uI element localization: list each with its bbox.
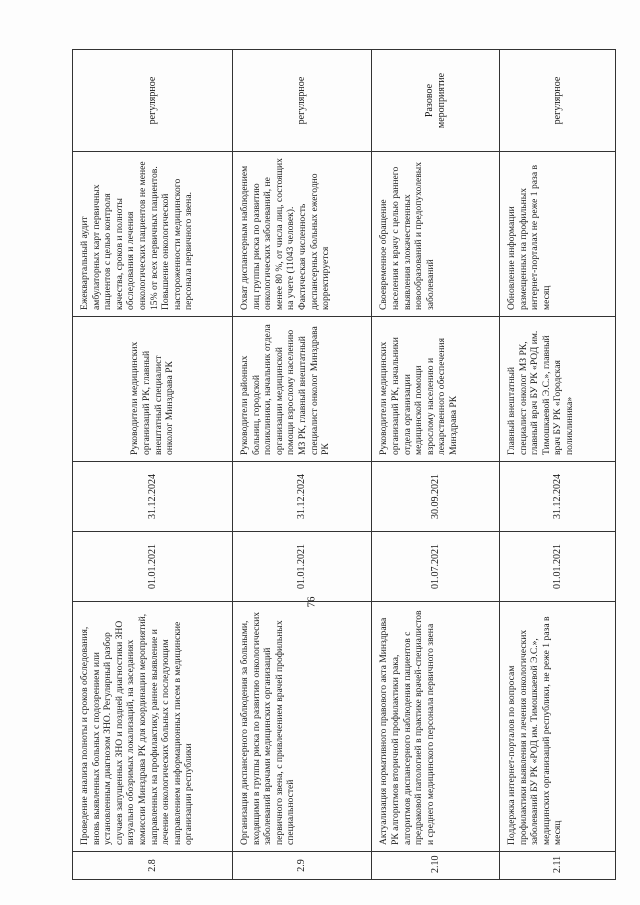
- frequency-cell: Разовое мероприятие: [372, 50, 500, 152]
- result-cell: Охват диспансерным наблюдением лиц группы риска по развитию онкологических заболеваний, не менее 80 %, от числа лиц, состоящих на учете (11043 человек). Фактическая численность диспансерных больных ежегодно корректируется: [233, 152, 372, 317]
- row-number: 2.9: [233, 852, 372, 880]
- responsible-cell: Руководители медицинских организаций РК, начальники отдела организации медицинской помощи взрослому населению и лекарственного обеспечения Минздрава РК: [372, 317, 500, 462]
- end-date-cell: 31.12.2024: [499, 462, 615, 532]
- plan-table: [72, 49, 616, 880]
- frequency-cell: регулярное: [73, 50, 233, 152]
- end-date-cell: 31.12.2024: [233, 462, 372, 532]
- responsible-cell: Руководители медицинских организаций РК, главный внештатный специалист онколог Минздрава РК: [73, 317, 233, 462]
- result-cell: Обновление информации размещенных на профильных интернет-порталах не реже 1 раза в месяц: [499, 152, 615, 317]
- activity-cell: Поддержка интернет-порталов по вопросам профилактики выявления и лечения онкологических заболеваний БУ РК «РОД им. Тимошкаевой Э.С.», медицинских организаций республики, не реже 1 раза в месяц: [499, 602, 615, 852]
- table-row: [73, 50, 233, 880]
- end-date-cell: 30.09.2021: [372, 462, 500, 532]
- row-number: 2.10: [372, 852, 500, 880]
- table-row: [372, 50, 500, 880]
- activity-cell: Проведение анализа полноты и сроков обследования, вновь выявленных больных с подозрением или установленным диагнозом ЗНО. Регулярный разбор случаев запущенных ЗНО и поздней диагностики ЗНО визуально обозримых локализаций, на заседаниях комиссии Минздрава РК для координации мероприятий, направленных на профилактику, раннее выявление и лечение онкологических больных с последующим направлением информационных писем в медицинские организации республики: [73, 602, 233, 852]
- table-row: [499, 50, 615, 880]
- row-number: 2.11: [499, 852, 615, 880]
- frequency-cell: регулярное: [233, 50, 372, 152]
- activity-cell: Актуализация нормативного правового акта Минздрава РК алгоритмов вторичной профилактики рака, алгоритмов диспансерного наблюдения пациентов с предраковой патологией в практике врачей-специалистов и среднего медицинского персонала первичного звена: [372, 602, 500, 852]
- rotated-table-container: [72, 50, 616, 880]
- activity-cell: Организация диспансерного наблюдения за больными, входящими в группы риска по развитию онкологических заболеваний врачами медицинских организаций первичного звена, с привлечением врачей профильных специальностей: [233, 602, 372, 852]
- result-cell: Ежеквартальный аудит амбулаторных карт первичных пациентов с целью контроля качества, сроков и полноты обследования и лечения онкологических пациентов не менее 15% от всех первичных пациентов. Повышение онкологической настороженности медицинского персонала первичного звена.: [73, 152, 233, 317]
- responsible-cell: Руководители районных больниц, городской поликлиники, начальник отдела организации медицинской помощи взрослому населению МЗ РК, главный внештатный специалист онколог Минздрава РК: [233, 317, 372, 462]
- start-date-cell: 01.01.2021: [233, 532, 372, 602]
- result-cell: Своевременное обращение населения к врачу с целью раннего выявления злокачественных новообразований и предопухолевых заболеваний: [372, 152, 500, 317]
- end-date-cell: 31.12.2024: [73, 462, 233, 532]
- start-date-cell: 01.01.2021: [499, 532, 615, 602]
- row-number: 2.8: [73, 852, 233, 880]
- frequency-cell: регулярное: [499, 50, 615, 152]
- page-number: 76: [305, 596, 318, 608]
- responsible-cell: Главный внештатный специалист онколог МЗ РК, главный врач БУ РК «РОД им. Тимошкаевой Э.С.», главный врач БУ РК «Городская поликлиника»: [499, 317, 615, 462]
- start-date-cell: 01.07.2021: [372, 532, 500, 602]
- start-date-cell: 01.01.2021: [73, 532, 233, 602]
- table-row: [233, 50, 372, 880]
